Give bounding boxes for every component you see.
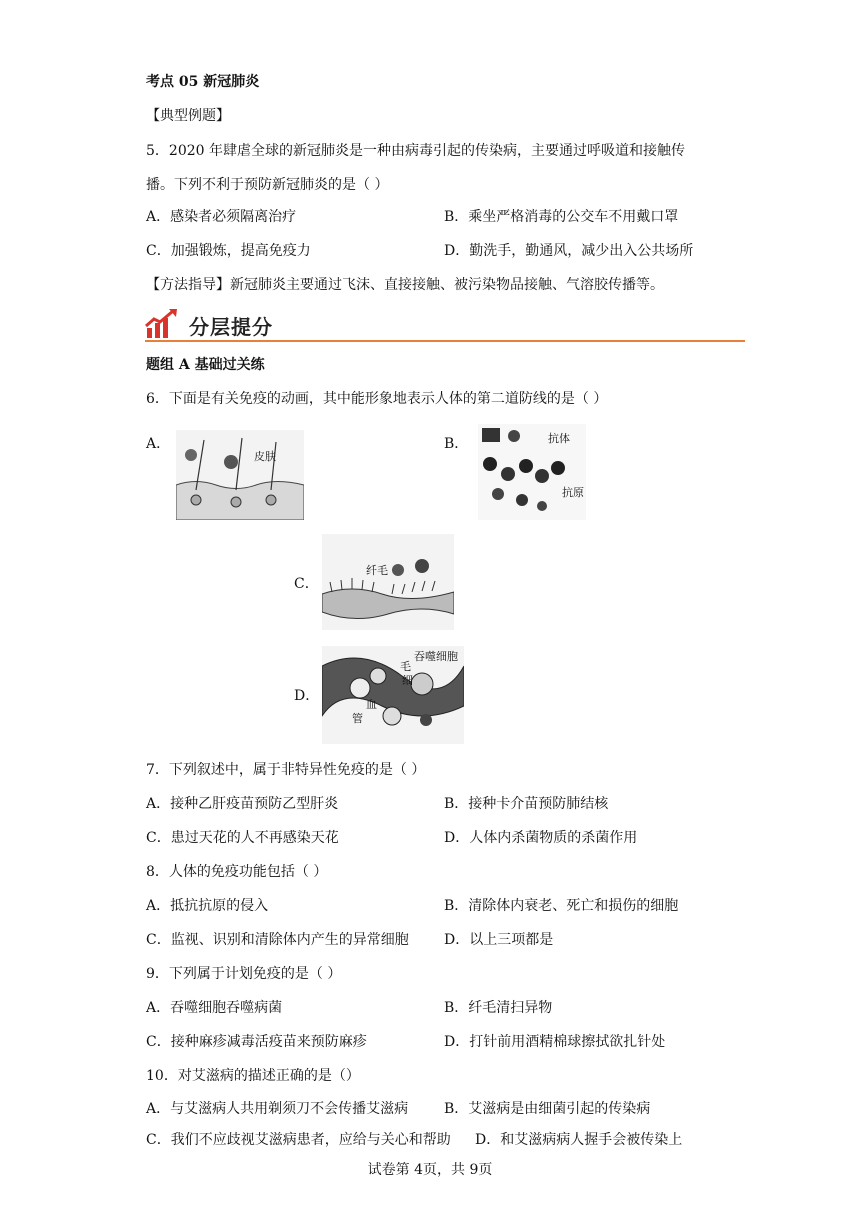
q8-option-c: C．监视、识别和清除体内产生的异常细胞	[146, 932, 409, 948]
q10-stem: 10．对艾滋病的描述正确的是（）	[146, 1068, 360, 1084]
banner-divider	[145, 340, 745, 342]
section-title: 考点 05 新冠肺炎	[146, 74, 260, 90]
q6-option-c-label: C．	[294, 576, 319, 592]
q6-figure-a-skin	[176, 430, 304, 520]
q9-option-c: C．接种麻疹减毒活疫苗来预防麻疹	[146, 1034, 367, 1050]
q5-stem-line1: 5．2020 年肆虐全球的新冠肺炎是一种由病毒引起的传染病，主要通过呼吸道和接触传	[146, 143, 685, 159]
q5-option-d: D．勤洗手，勤通风，减少出入公共场所	[444, 243, 694, 259]
section-banner	[145, 306, 745, 344]
q10-option-b: B．艾滋病是由细菌引起的传染病	[444, 1101, 651, 1117]
q5-stem-line2: 播。下列不利于预防新冠肺炎的是（ ）	[146, 177, 389, 193]
q5-option-a: A．感染者必须隔离治疗	[146, 209, 297, 225]
q5-option-c: C．加强锻炼，提高免疫力	[146, 243, 311, 259]
fig-d-label-1: 吞噬细胞	[414, 650, 458, 663]
group-a-title: 题组 A 基础过关练	[146, 357, 265, 373]
q9-option-d: D．打针前用酒精棉球擦拭欲扎针处	[444, 1034, 666, 1050]
fig-d-label-2: 毛	[400, 660, 411, 673]
example-heading: 【典型例题】	[146, 108, 230, 124]
q10-option-c: C．我们不应歧视艾滋病患者，应给与关心和帮助	[146, 1132, 451, 1148]
q6-figure-c-cilia	[322, 534, 454, 630]
q7-option-c: C．患过天花的人不再感染天花	[146, 830, 339, 846]
q8-option-d: D．以上三项都是	[444, 932, 554, 948]
fig-b-label-2: 抗原	[562, 486, 584, 499]
q10-option-d: D．和艾滋病病人握手会被传染上	[475, 1132, 683, 1148]
q6-figure-d-phagocyte	[322, 646, 464, 744]
q7-stem: 7．下列叙述中，属于非特异性免疫的是（ ）	[146, 762, 426, 778]
q7-option-d: D．人体内杀菌物质的杀菌作用	[444, 830, 638, 846]
q6-option-d-label: D．	[294, 688, 320, 704]
q6-figure-b-antibody	[478, 424, 586, 520]
fig-a-label: 皮肤	[254, 450, 276, 463]
q6-stem: 6．下面是有关免疫的动画，其中能形象地表示人体的第二道防线的是（ ）	[146, 391, 608, 407]
q5-method-guide: 【方法指导】新冠肺炎主要通过飞沫、直接接触、被污染物品接触、气溶胶传播等。	[146, 277, 664, 293]
fig-d-label-3: 细	[402, 674, 413, 687]
q8-option-b: B．清除体内衰老、死亡和损伤的细胞	[444, 898, 679, 914]
fig-d-label-5: 管	[352, 712, 363, 725]
q9-stem: 9．下列属于计划免疫的是（ ）	[146, 966, 342, 982]
fig-c-label: 纤毛	[366, 564, 388, 577]
q8-option-a: A．抵抗抗原的侵入	[146, 898, 269, 914]
banner-title: 分层提分	[189, 315, 273, 339]
q5-option-b: B．乘坐严格消毒的公交车不用戴口罩	[444, 209, 679, 225]
fig-d-label-4: 血	[366, 698, 377, 711]
q9-option-b: B．纤毛清扫异物	[444, 1000, 553, 1016]
q8-stem: 8．人体的免疫功能包括（ ）	[146, 864, 328, 880]
page-footer: 试卷第 4页，共 9页	[367, 1162, 493, 1178]
q10-option-a: A．与艾滋病人共用剃须刀不会传播艾滋病	[146, 1101, 409, 1117]
q7-option-b: B．接种卡介苗预防肺结核	[444, 796, 609, 812]
fig-b-label-1: 抗体	[548, 432, 570, 445]
q6-option-a-label: A．	[146, 436, 171, 452]
growth-chart-icon	[145, 308, 179, 340]
q9-option-a: A．吞噬细胞吞噬病菌	[146, 1000, 283, 1016]
q7-option-a: A．接种乙肝疫苗预防乙型肝炎	[146, 796, 339, 812]
q6-option-b-label: B．	[444, 436, 469, 452]
